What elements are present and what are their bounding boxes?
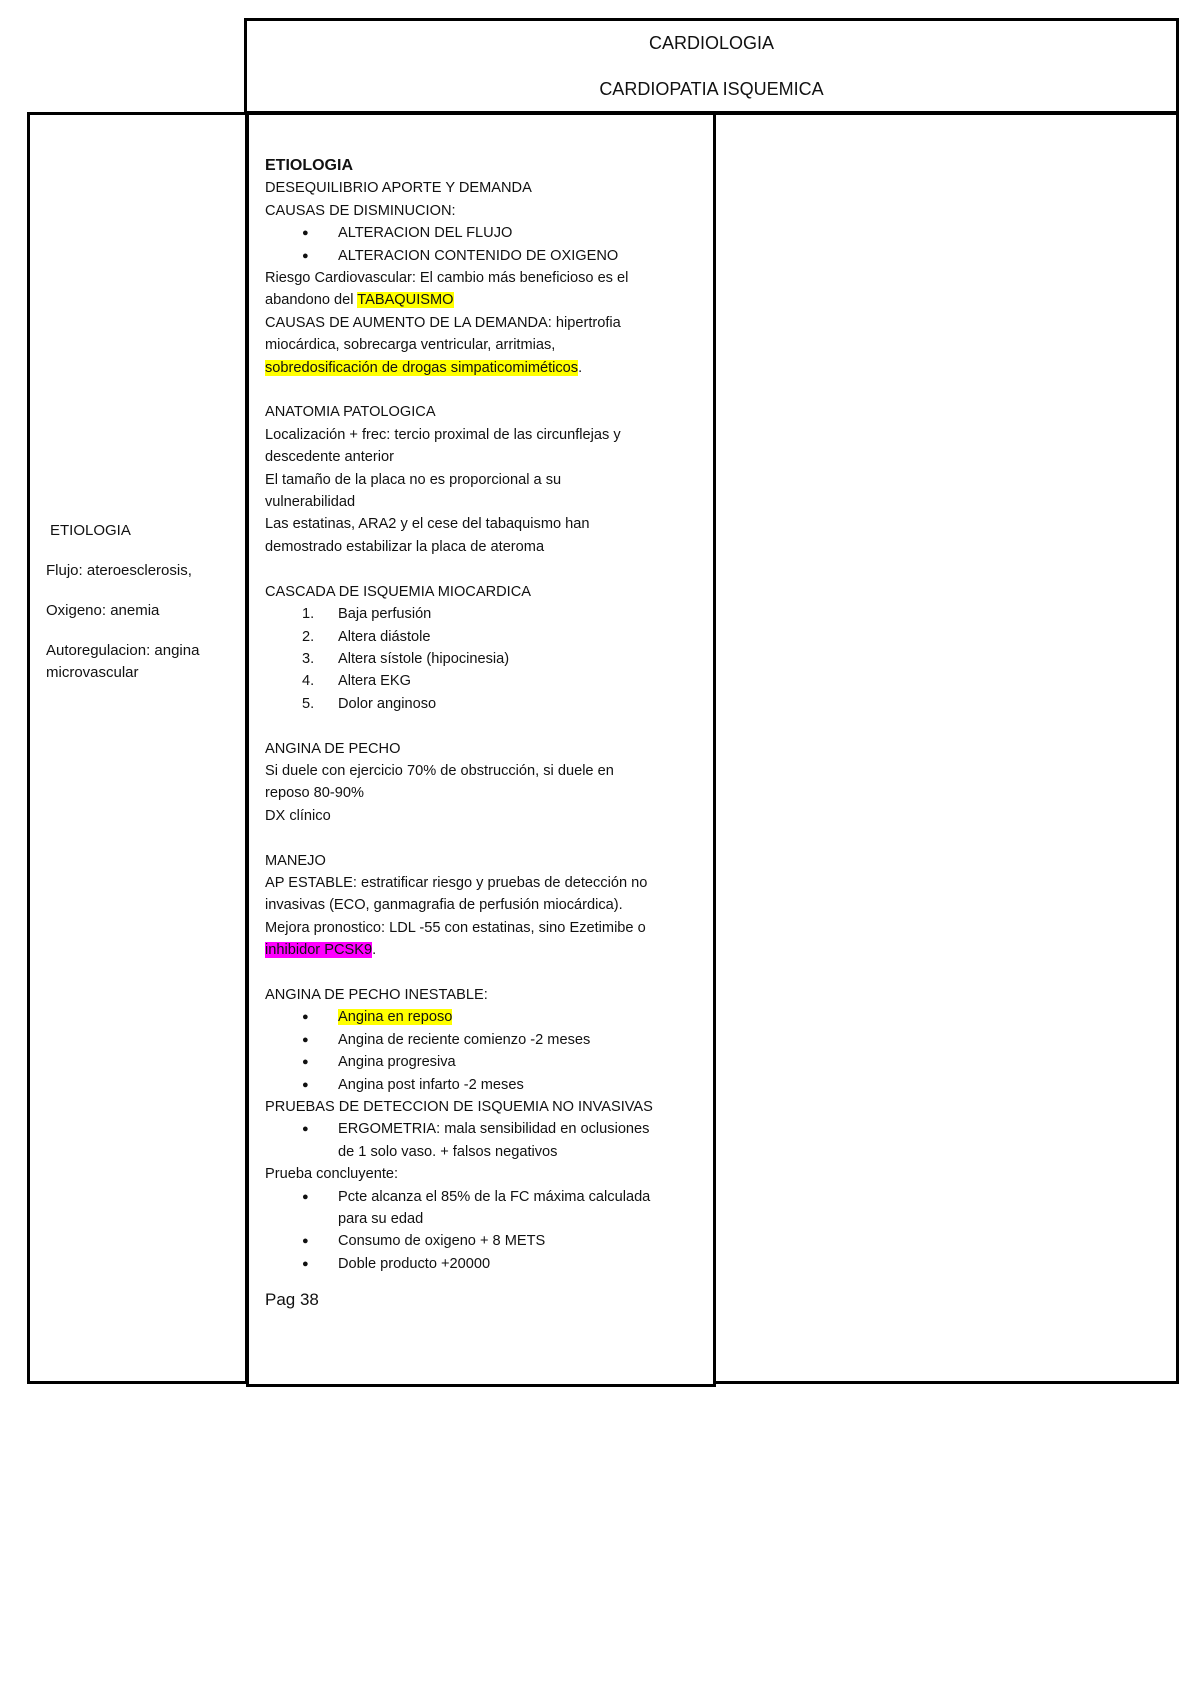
note-line: DX clínico — [265, 807, 331, 824]
document-subtitle: CARDIOPATIA ISQUEMICA — [599, 79, 824, 99]
list-item: ● ALTERACION DEL FLUJO — [265, 222, 705, 244]
causes-list — [265, 222, 705, 267]
header-box — [244, 18, 1179, 114]
list-number: 1. — [302, 606, 315, 623]
list-text: ● Pcte alcanza el 85% de la FC máxima calculada — [338, 1188, 651, 1205]
note-line: descedente anterior — [265, 449, 394, 466]
list-text: para su edad — [338, 1211, 424, 1228]
list-number: 4. — [302, 673, 315, 690]
notes-body — [265, 155, 705, 1312]
list-text: Dolor anginoso — [338, 695, 437, 712]
list-number: 3. — [302, 650, 315, 667]
section-heading-pruebas: PRUEBAS DE DETECCION DE ISQUEMIA NO INVASIVAS — [265, 1098, 653, 1115]
section-heading-concluyente: Prueba concluyente: — [265, 1166, 399, 1183]
list-item: ● Angina progresiva — [265, 1051, 705, 1073]
note-line: Mejora pronostico: LDL -55 con estatinas, sino Ezetimibe o — [265, 919, 646, 936]
list-number: 2. — [302, 628, 315, 645]
note-line: reposo 80-90% — [265, 785, 364, 802]
list-item — [265, 670, 705, 692]
note-line: miocárdica, sobrecarga ventricular, arritmias, — [265, 337, 556, 354]
left-summary — [46, 520, 236, 702]
list-text: ● ERGOMETRIA: mala sensibilidad en oclusiones — [338, 1121, 650, 1138]
list-text: Altera sístole (hipocinesia) — [338, 650, 510, 667]
list-item: ● Angina post infarto -2 meses — [265, 1074, 705, 1096]
note-text: abandono del — [265, 292, 358, 309]
highlight-magenta: inhibidor PCSK9 — [265, 942, 373, 959]
section-heading-anatomia: ANATOMIA PATOLOGICA — [265, 404, 436, 421]
note-line: Riesgo Cardiovascular: El cambio más beneficioso es el — [265, 270, 629, 287]
spacer — [265, 379, 705, 401]
note-line — [265, 357, 705, 379]
list-item: ● Doble producto +20000 — [265, 1253, 705, 1275]
list-item — [265, 1006, 705, 1028]
highlight-yellow: sobredosificación de drogas simpaticomiméticos — [265, 359, 579, 376]
section-heading-manejo: MANEJO — [265, 852, 326, 869]
conclusive-list — [265, 1186, 705, 1276]
notes-column — [246, 112, 716, 1387]
spacer — [265, 715, 705, 737]
right-column — [713, 112, 1179, 1384]
list-text: de 1 solo vaso. + falsos negativos — [338, 1143, 558, 1160]
left-item: Oxigeno: anemia — [46, 602, 160, 619]
list-item: ● Consumo de oxigeno + 8 METS — [265, 1230, 705, 1252]
list-item: ● ALTERACION CONTENIDO DE OXIGENO — [265, 245, 705, 267]
left-heading: ETIOLOGIA — [50, 522, 131, 539]
left-item: Autoregulacion: angina microvascular — [46, 642, 200, 681]
highlight-yellow: Angina en reposo — [338, 1009, 453, 1026]
left-item: Flujo: ateroesclerosis, — [46, 562, 192, 579]
spacer — [265, 558, 705, 580]
note-line: DESEQUILIBRIO APORTE Y DEMANDA — [265, 180, 532, 197]
spacer — [265, 962, 705, 984]
note-line: Si duele con ejercicio 70% de obstrucción, si duele en — [265, 762, 614, 779]
note-line: vulnerabilidad — [265, 494, 356, 511]
note-line: AP ESTABLE: estratificar riesgo y pruebas de detección no — [265, 874, 648, 891]
section-heading-etiologia: ETIOLOGIA — [265, 157, 353, 174]
highlight-yellow: TABAQUISMO — [357, 292, 454, 309]
page-number: Pag 38 — [265, 1290, 319, 1310]
note-line — [265, 289, 705, 311]
list-item — [265, 1118, 705, 1163]
section-heading-cascada: CASCADA DE ISQUEMIA MIOCARDICA — [265, 583, 531, 600]
note-line: CAUSAS DE DISMINUCION: — [265, 202, 456, 219]
list-item: ● Angina de reciente comienzo -2 meses — [265, 1029, 705, 1051]
cascade-list — [265, 603, 705, 715]
list-text: Baja perfusión — [338, 606, 432, 623]
list-item — [265, 603, 705, 625]
note-text: . — [578, 359, 583, 376]
list-text: Altera diástole — [338, 628, 431, 645]
note-line — [265, 939, 705, 961]
note-line: Las estatinas, ARA2 y el cese del tabaquismo han — [265, 516, 590, 533]
list-item — [265, 648, 705, 670]
list-item — [265, 1186, 705, 1231]
note-line: invasivas (ECO, ganmagrafia de perfusión miocárdica). — [265, 897, 623, 914]
section-heading-inestable: ANGINA DE PECHO INESTABLE: — [265, 986, 488, 1003]
tests-list — [265, 1118, 705, 1163]
left-column — [27, 112, 248, 1384]
section-heading-angina: ANGINA DE PECHO — [265, 740, 401, 757]
unstable-list — [265, 1006, 705, 1096]
note-line: Localización + frec: tercio proximal de las circunflejas y — [265, 426, 621, 443]
list-text: Altera EKG — [338, 673, 411, 690]
note-line: demostrado estabilizar la placa de ateroma — [265, 538, 545, 555]
document-title: CARDIOLOGIA — [648, 33, 775, 53]
note-line: El tamaño de la placa no es proporcional a su — [265, 471, 562, 488]
note-text: . — [372, 942, 377, 959]
list-number: 5. — [302, 695, 315, 712]
spacer — [265, 827, 705, 849]
list-item — [265, 693, 705, 715]
note-line: CAUSAS DE AUMENTO DE LA DEMANDA: hipertrofia — [265, 314, 621, 331]
list-item — [265, 626, 705, 648]
